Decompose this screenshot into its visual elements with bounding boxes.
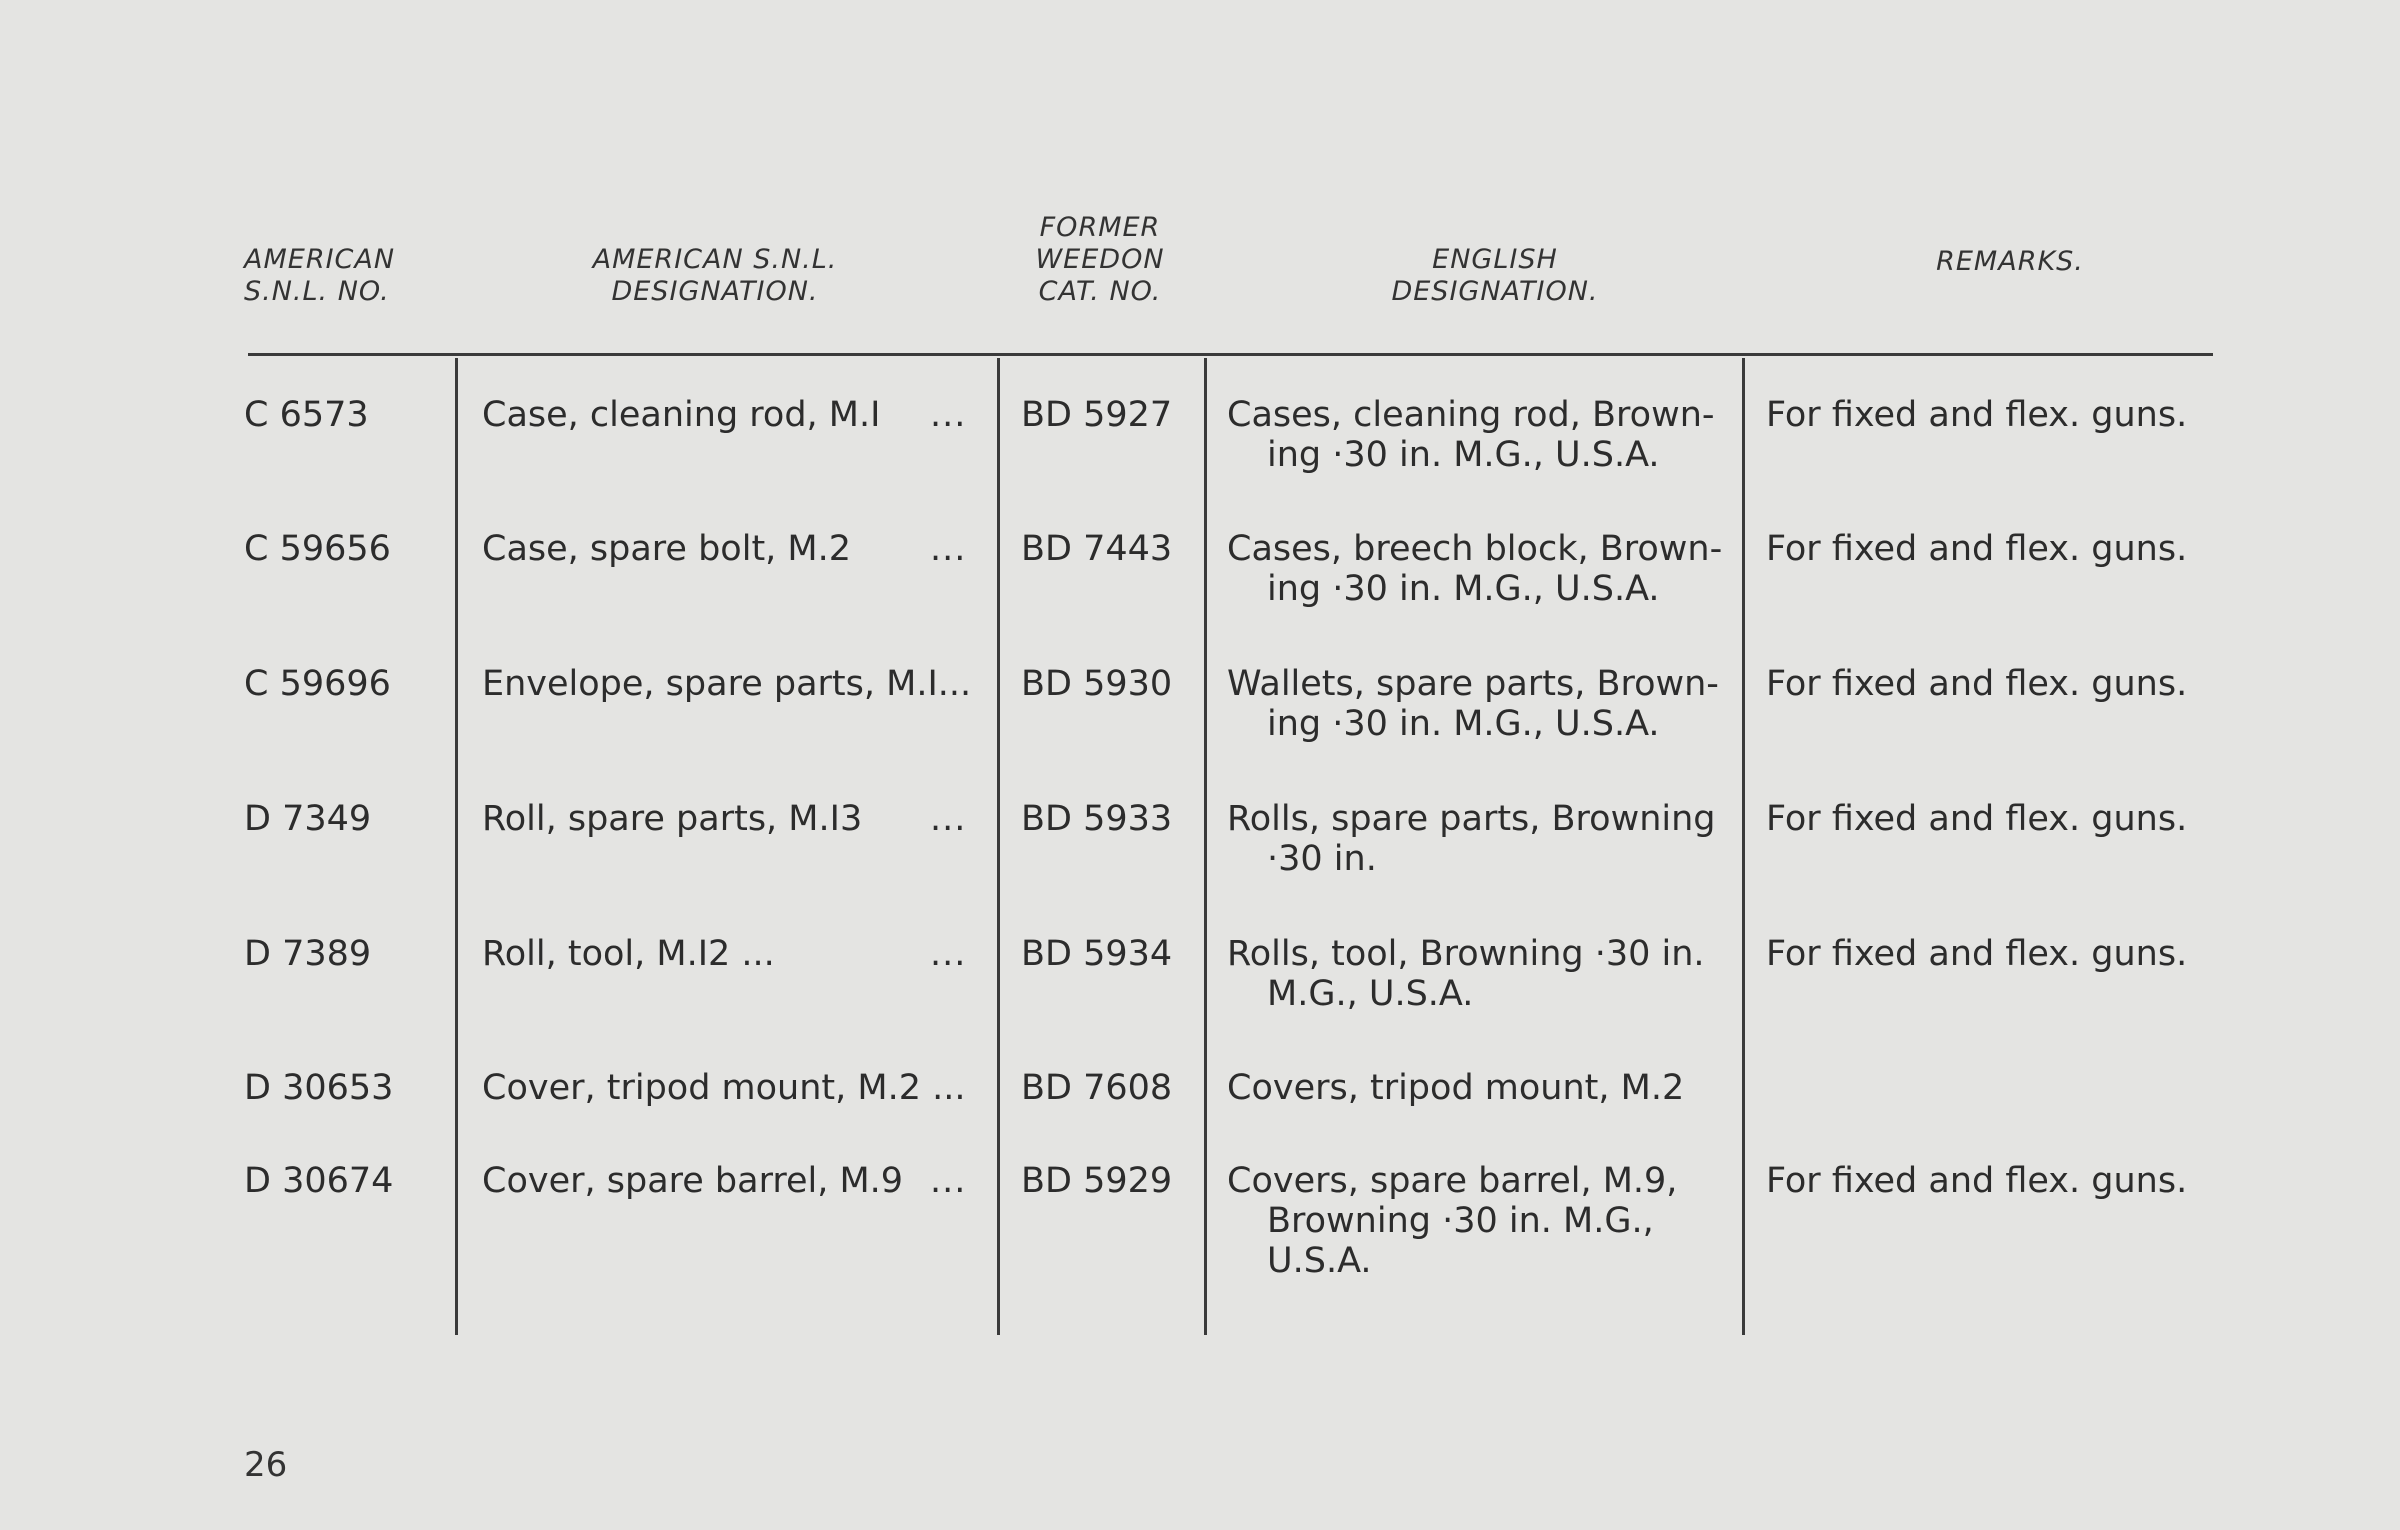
header-line: AMERICAN (244, 244, 396, 275)
english-line: Cases, breech block, Brown- (1227, 529, 1723, 569)
cell-leader-dots: ... (930, 529, 967, 569)
header-remarks (1860, 246, 2160, 278)
english-line: ing ·30 in. M.G., U.S.A. (1267, 704, 1660, 744)
english-line: ing ·30 in. M.G., U.S.A. (1267, 435, 1660, 475)
cell-weedon: BD 5933 (1021, 799, 1173, 839)
header-line: AMERICAN S.N.L. (592, 244, 838, 275)
cell-leader-dots: ... (930, 799, 967, 839)
cell-english (1227, 529, 1722, 609)
header-line: WEEDON (1035, 244, 1165, 275)
cell-weedon: BD 5934 (1021, 934, 1173, 974)
english-line: Browning ·30 in. M.G., (1267, 1201, 1654, 1241)
cell-remarks: For fixed and flex. guns. (1766, 664, 2188, 704)
cell-english (1227, 395, 1715, 475)
header-line: S.N.L. NO. (244, 276, 390, 307)
cell-remarks: For fixed and flex. guns. (1766, 799, 2188, 839)
english-line: U.S.A. (1267, 1241, 1372, 1281)
english-line: Rolls, spare parts, Browning (1227, 799, 1716, 839)
cell-designation: Envelope, spare parts, M.I... (482, 664, 972, 704)
cell-snl-no: D 7389 (244, 934, 372, 974)
cell-leader-dots: ... (930, 395, 967, 435)
cell-designation: Roll, spare parts, M.I3 (482, 799, 863, 839)
english-line: Rolls, tool, Browning ·30 in. (1227, 934, 1705, 974)
cell-remarks: For fixed and flex. guns. (1766, 529, 2188, 569)
column-divider (1742, 358, 1745, 1335)
cell-weedon: BD 5927 (1021, 395, 1173, 435)
cell-leader-dots: ... (930, 934, 967, 974)
header-rule (248, 353, 2213, 356)
cell-designation: Cover, tripod mount, M.2 ... (482, 1068, 966, 1108)
cell-snl-no: C 59696 (244, 664, 391, 704)
cell-designation: Case, cleaning rod, M.I (482, 395, 881, 435)
cell-designation: Roll, tool, M.I2 ... (482, 934, 775, 974)
column-divider (455, 358, 458, 1335)
cell-weedon: BD 7608 (1021, 1068, 1173, 1108)
cell-english (1227, 664, 1719, 744)
header-english (1340, 244, 1650, 308)
english-line: ·30 in. (1267, 839, 1377, 879)
english-line: Cases, cleaning rod, Brown- (1227, 395, 1715, 435)
page-number: 26 (244, 1445, 288, 1485)
header-line: CAT. NO. (1038, 276, 1162, 307)
header-designation (540, 244, 890, 308)
cell-leader-dots: ... (930, 1161, 967, 1201)
header-line: ENGLISH (1432, 244, 1558, 275)
cell-english (1227, 1161, 1677, 1281)
english-line: M.G., U.S.A. (1267, 974, 1474, 1014)
header-snl-no (244, 244, 395, 308)
cell-snl-no: C 6573 (244, 395, 369, 435)
header-line: REMARKS. (1936, 246, 2084, 277)
column-divider (1204, 358, 1207, 1335)
header-line: FORMER (1039, 212, 1161, 243)
header-line: DESIGNATION. (1391, 276, 1599, 307)
cell-designation: Case, spare bolt, M.2 (482, 529, 852, 569)
cell-weedon: BD 5930 (1021, 664, 1173, 704)
cell-english (1227, 1068, 1684, 1108)
cell-snl-no: D 7349 (244, 799, 372, 839)
english-line: Covers, tripod mount, M.2 (1227, 1068, 1685, 1108)
cell-remarks: For fixed and flex. guns. (1766, 395, 2188, 435)
cell-english (1227, 799, 1716, 879)
header-line: DESIGNATION. (611, 276, 819, 307)
english-line: ing ·30 in. M.G., U.S.A. (1267, 569, 1660, 609)
cell-remarks: For fixed and flex. guns. (1766, 934, 2188, 974)
cell-snl-no: D 30653 (244, 1068, 394, 1108)
cell-designation: Cover, spare barrel, M.9 (482, 1161, 904, 1201)
cell-english (1227, 934, 1705, 1014)
english-line: Wallets, spare parts, Brown- (1227, 664, 1719, 704)
cell-snl-no: C 59656 (244, 529, 391, 569)
header-weedon (1000, 212, 1200, 308)
cell-weedon: BD 5929 (1021, 1161, 1173, 1201)
english-line: Covers, spare barrel, M.9, (1227, 1161, 1678, 1201)
column-divider (997, 358, 1000, 1335)
cell-weedon: BD 7443 (1021, 529, 1173, 569)
cell-remarks: For fixed and flex. guns. (1766, 1161, 2188, 1201)
cell-snl-no: D 30674 (244, 1161, 394, 1201)
